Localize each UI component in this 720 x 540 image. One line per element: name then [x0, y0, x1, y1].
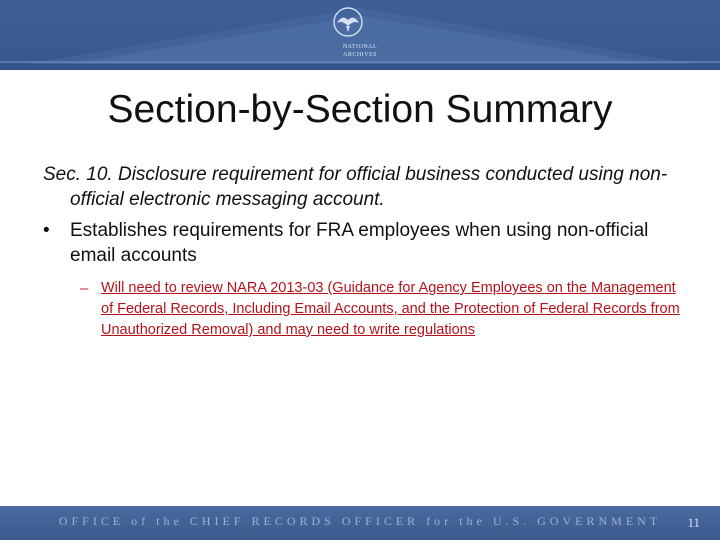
- sub-bullet-dash: –: [80, 280, 89, 297]
- logo-text-national: NATIONAL: [342, 44, 378, 50]
- section-heading: Sec. 10. Disclosure requirement for official business conducted using non-official electronic messaging account.: [43, 164, 668, 210]
- bullet-mark: •: [43, 220, 50, 241]
- bullet-text: Establishes requirements for FRA employees when using non-official email accounts: [70, 220, 649, 266]
- footer-bar: [0, 506, 720, 540]
- eagle-seal-icon: [330, 6, 366, 38]
- slide-body: [43, 162, 683, 341]
- national-archives-logo: [330, 4, 390, 66]
- nara-guidance-link[interactable]: Will need to review NARA 2013-03 (Guidance for Agency Employees on the Management of Federal Records, Including Email Accounts, and the Protection of Federal Records from Unauthorized Removal) and may need to write regulations: [101, 280, 680, 338]
- page-number: 11: [687, 515, 700, 530]
- logo-text-archives: ARCHIVES: [342, 52, 377, 58]
- footer-office-text: OFFICE of the CHIEF RECORDS OFFICER for the U.S. GOVERNMENT: [58, 514, 662, 528]
- sub-bullet-item: [80, 278, 681, 341]
- slide-title: Section-by-Section Summary: [107, 88, 613, 131]
- bullet-item: [43, 218, 683, 268]
- header-banner: [0, 0, 720, 70]
